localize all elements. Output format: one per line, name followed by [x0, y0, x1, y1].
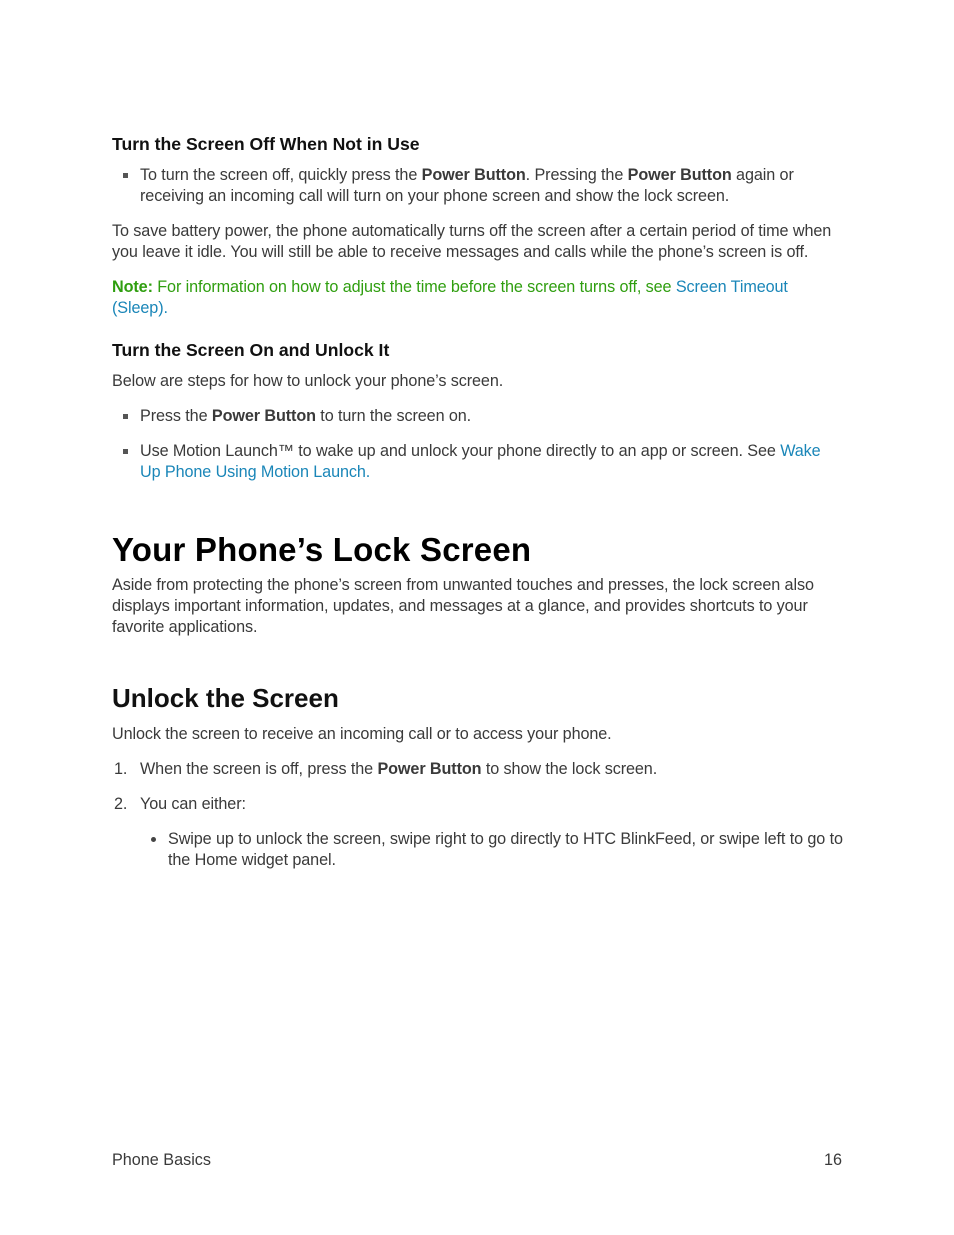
bullet-text: . Pressing the	[525, 166, 628, 184]
sub-bullet-text: Swipe up to unlock the screen, swipe right to go directly to HTC BlinkFeed, or swipe left to go to the Home widget panel.	[168, 830, 843, 869]
paragraph-lock-screen: Aside from protecting the phone’s screen from unwanted touches and presses, the lock screen also displays important information, updates, and messages at a glance, and provides shortcuts to your favorite applications.	[112, 576, 814, 636]
page-title-lock-screen: Your Phone’s Lock Screen	[112, 531, 532, 568]
step-text: to show the lock screen.	[481, 760, 658, 778]
paragraph-unlock-screen: Unlock the screen to receive an incoming call or to access your phone.	[112, 725, 612, 743]
link-end: .	[365, 463, 371, 481]
page-content	[112, 133, 844, 871]
page-number: 16	[823, 1151, 842, 1169]
step-number: 2.	[114, 795, 128, 813]
page-footer	[112, 1150, 842, 1171]
heading-turn-screen-off: Turn the Screen Off When Not in Use	[112, 134, 420, 154]
list-item-step-1	[112, 759, 844, 780]
note-paragraph	[112, 277, 844, 319]
note-end: .	[163, 299, 168, 317]
bold-text: Power Button	[211, 407, 316, 425]
list-item-turn-off	[112, 165, 844, 207]
paragraph-battery: To save battery power, the phone automatically turns off the screen after a certain period of time when you leave it idle. You will still be able to receive messages and calls while the phone’s screen is off.	[112, 222, 832, 261]
step-text: You can either:	[140, 795, 246, 813]
link-motion-launch[interactable]: Wake Up Phone Using Motion Launch	[140, 442, 821, 481]
note-text: For information on how to adjust the time before the screen turns off, see	[152, 278, 676, 296]
bold-text: Power Button	[421, 166, 526, 184]
bullet-text: Press the	[140, 407, 212, 425]
round-bullet-icon	[151, 837, 156, 842]
link-screen-timeout[interactable]: Screen Timeout (Sleep)	[112, 278, 788, 317]
heading-unlock-screen: Unlock the Screen	[112, 683, 339, 713]
square-bullet-icon	[123, 414, 128, 419]
list-item-step-2	[112, 794, 844, 815]
step-text: When the screen is off, press the	[140, 760, 378, 778]
bullet-text: to turn the screen on.	[315, 407, 472, 425]
footer-section-name: Phone Basics	[112, 1151, 211, 1169]
square-bullet-icon	[123, 449, 128, 454]
note-label: Note:	[112, 278, 153, 296]
bullet-text: To turn the screen off, quickly press the	[140, 166, 422, 184]
bold-text: Power Button	[377, 760, 482, 778]
bullet-text: again or receiving an incoming call will turn on your phone screen and show the lock screen.	[140, 166, 794, 205]
bold-text: Power Button	[627, 166, 732, 184]
list-item-motion-launch	[112, 441, 844, 483]
list-item-swipe	[112, 829, 844, 871]
heading-turn-screen-on: Turn the Screen On and Unlock It	[112, 340, 390, 360]
paragraph-unlock-intro: Below are steps for how to unlock your phone’s screen.	[112, 372, 504, 390]
list-item-press-power	[112, 406, 844, 427]
step-number: 1.	[114, 760, 128, 778]
bullet-text: Use Motion Launch™ to wake up and unlock your phone directly to an app or screen. See	[140, 442, 781, 460]
square-bullet-icon	[123, 173, 128, 178]
